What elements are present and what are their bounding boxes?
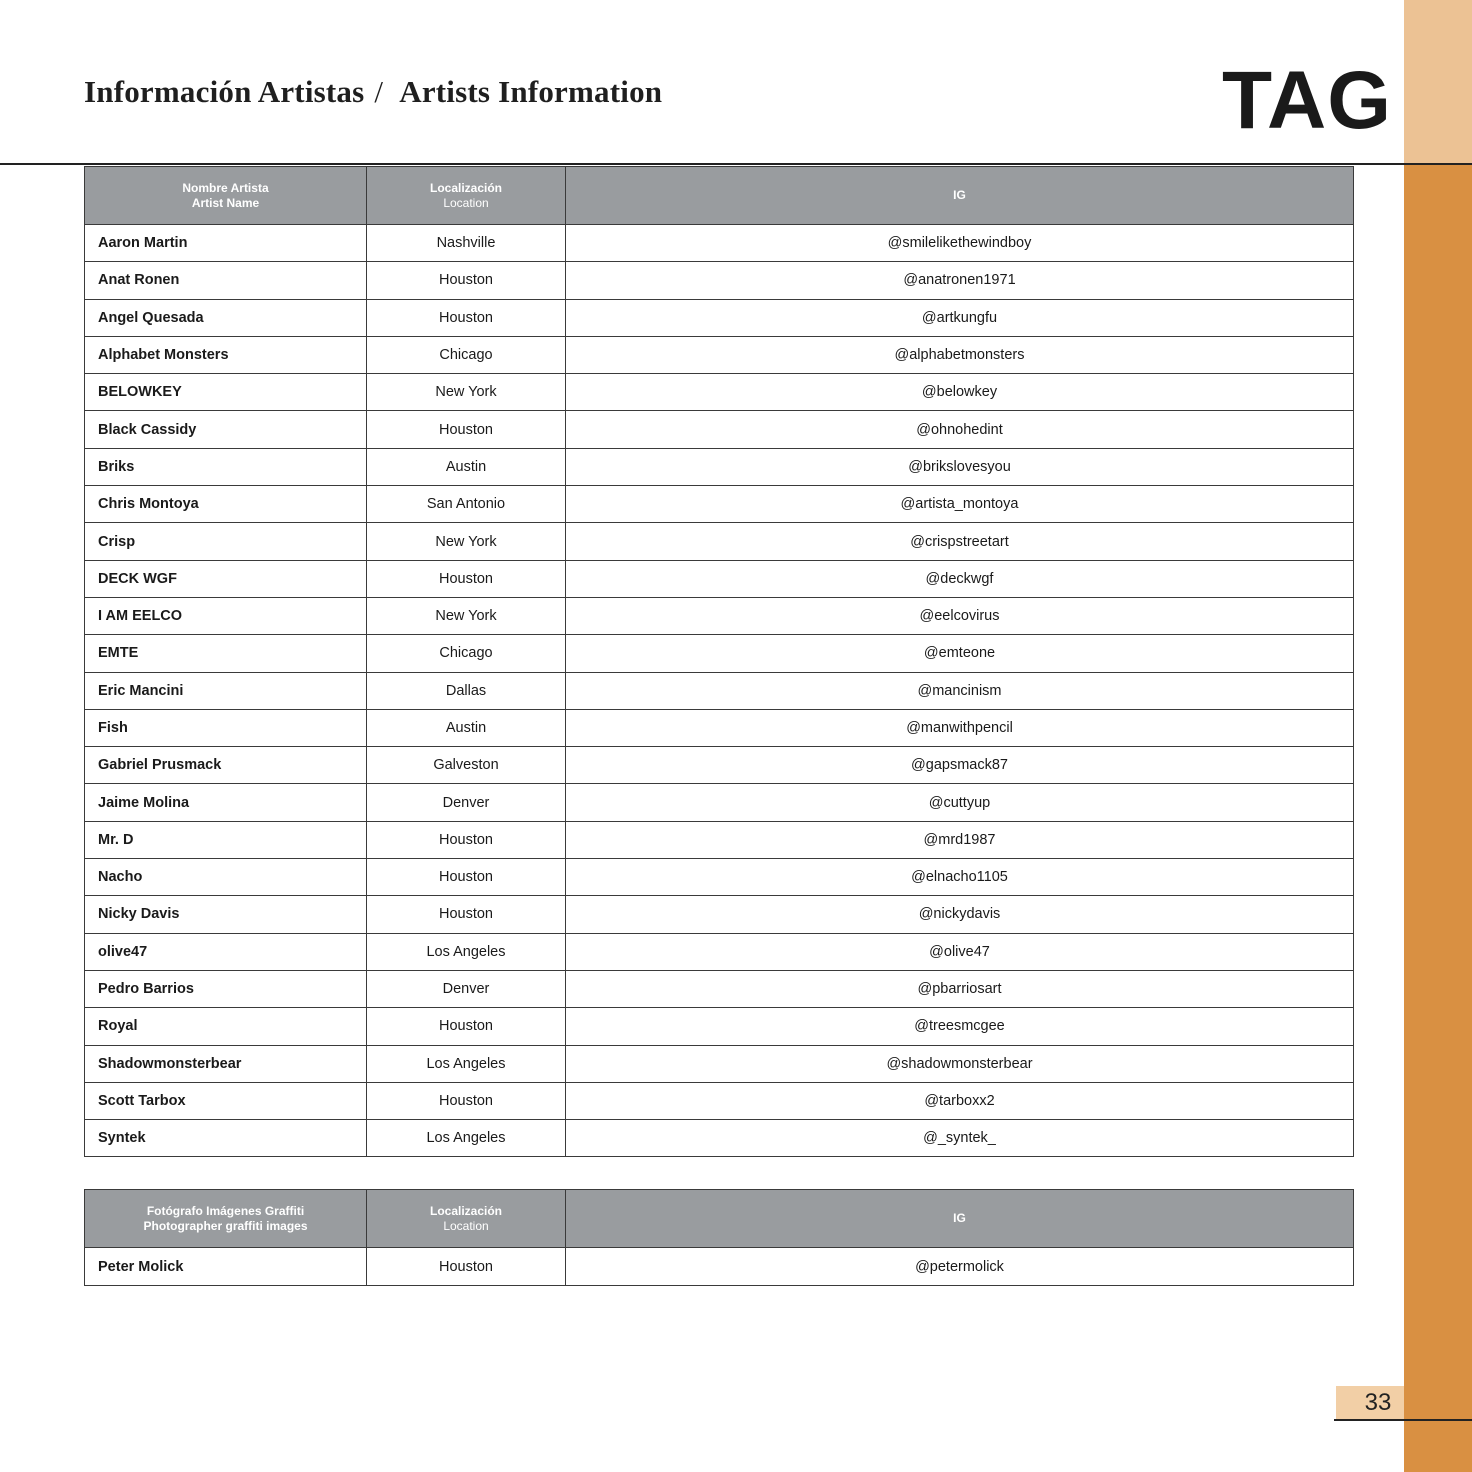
name-cell: Nacho bbox=[85, 859, 367, 896]
location-cell: San Antonio bbox=[367, 486, 566, 523]
table-row bbox=[85, 1120, 1354, 1157]
location-cell: Austin bbox=[367, 448, 566, 485]
location-cell: Houston bbox=[367, 1082, 566, 1119]
location-cell: Galveston bbox=[367, 747, 566, 784]
ig-handle-cell: @nickydavis bbox=[566, 896, 1354, 933]
table-row bbox=[85, 1045, 1354, 1082]
location-cell: Denver bbox=[367, 784, 566, 821]
ig-handle-cell: @artkungfu bbox=[566, 299, 1354, 336]
header-label: Photographer graffiti images bbox=[143, 1218, 308, 1233]
table-row bbox=[85, 859, 1354, 896]
ig-handle-cell: @brikslovesyou bbox=[566, 448, 1354, 485]
ig-handle-cell: @eelcovirus bbox=[566, 597, 1354, 634]
ig-handle-cell: @belowkey bbox=[566, 374, 1354, 411]
name-cell: Jaime Molina bbox=[85, 784, 367, 821]
table-row bbox=[85, 672, 1354, 709]
header-label: Fotógrafo Imágenes Graffiti bbox=[146, 1203, 305, 1218]
table-header-row bbox=[85, 167, 1354, 225]
name-cell: Gabriel Prusmack bbox=[85, 747, 367, 784]
table-row bbox=[85, 747, 1354, 784]
header-label: Nombre Artista bbox=[182, 180, 269, 195]
table-row bbox=[85, 896, 1354, 933]
ig-handle-cell: @_syntek_ bbox=[566, 1120, 1354, 1157]
table-row bbox=[85, 597, 1354, 634]
column-header-artist-name bbox=[85, 167, 367, 225]
name-cell: Scott Tarbox bbox=[85, 1082, 367, 1119]
ig-handle-cell: @mrd1987 bbox=[566, 821, 1354, 858]
page-title bbox=[84, 74, 662, 110]
column-header-photographer bbox=[85, 1190, 367, 1248]
table-row bbox=[85, 933, 1354, 970]
photographer-table bbox=[84, 1189, 1354, 1286]
table-row bbox=[85, 299, 1354, 336]
location-cell: Los Angeles bbox=[367, 933, 566, 970]
ig-handle-cell: @olive47 bbox=[566, 933, 1354, 970]
ig-handle-cell: @shadowmonsterbear bbox=[566, 1045, 1354, 1082]
location-cell: Nashville bbox=[367, 225, 566, 262]
location-cell: Houston bbox=[367, 299, 566, 336]
location-cell: Los Angeles bbox=[367, 1045, 566, 1082]
name-cell: Angel Quesada bbox=[85, 299, 367, 336]
ig-handle-cell: @gapsmack87 bbox=[566, 747, 1354, 784]
ig-handle-cell: @crispstreetart bbox=[566, 523, 1354, 560]
ig-handle-cell: @pbarriosart bbox=[566, 970, 1354, 1007]
name-cell: Briks bbox=[85, 448, 367, 485]
location-cell: Los Angeles bbox=[367, 1120, 566, 1157]
table-row bbox=[85, 411, 1354, 448]
brand-logo: TAG bbox=[1221, 55, 1392, 146]
artists-table bbox=[84, 166, 1354, 1157]
location-cell: Austin bbox=[367, 709, 566, 746]
name-cell: I AM EELCO bbox=[85, 597, 367, 634]
location-cell: Houston bbox=[367, 896, 566, 933]
location-cell: Houston bbox=[367, 411, 566, 448]
table-row bbox=[85, 225, 1354, 262]
page-number-rule bbox=[1334, 1419, 1472, 1421]
column-header-ig bbox=[566, 167, 1354, 225]
table-row bbox=[85, 709, 1354, 746]
location-cell: Chicago bbox=[367, 336, 566, 373]
header-sublabel: Location bbox=[443, 1218, 489, 1233]
name-cell: Mr. D bbox=[85, 821, 367, 858]
header-label: IG bbox=[953, 188, 966, 202]
table-row bbox=[85, 1008, 1354, 1045]
title-english: Artists Information bbox=[399, 74, 663, 109]
header-label: Localización bbox=[429, 180, 503, 195]
table-row bbox=[85, 635, 1354, 672]
location-cell: New York bbox=[367, 374, 566, 411]
table-row bbox=[85, 970, 1354, 1007]
photographer-table-body bbox=[85, 1248, 1354, 1286]
ig-handle-cell: @manwithpencil bbox=[566, 709, 1354, 746]
name-cell: Crisp bbox=[85, 523, 367, 560]
table-row bbox=[85, 262, 1354, 299]
title-spanish: Información Artistas bbox=[84, 74, 365, 109]
ig-handle-cell: @emteone bbox=[566, 635, 1354, 672]
name-cell: EMTE bbox=[85, 635, 367, 672]
artists-table-body bbox=[85, 225, 1354, 1157]
side-band-dark bbox=[1404, 164, 1472, 1472]
table-header-row bbox=[85, 1190, 1354, 1248]
name-cell: Royal bbox=[85, 1008, 367, 1045]
location-cell: Chicago bbox=[367, 635, 566, 672]
ig-handle-cell: @smilelikethewindboy bbox=[566, 225, 1354, 262]
column-header-location bbox=[367, 167, 566, 225]
ig-handle-cell: @anatronen1971 bbox=[566, 262, 1354, 299]
name-cell: Shadowmonsterbear bbox=[85, 1045, 367, 1082]
name-cell: Black Cassidy bbox=[85, 411, 367, 448]
ig-handle-cell: @tarboxx2 bbox=[566, 1082, 1354, 1119]
title-separator: / bbox=[374, 74, 384, 109]
location-cell: Dallas bbox=[367, 672, 566, 709]
side-band-light bbox=[1404, 0, 1472, 164]
name-cell: Aaron Martin bbox=[85, 225, 367, 262]
name-cell: Pedro Barrios bbox=[85, 970, 367, 1007]
ig-handle-cell: @deckwgf bbox=[566, 560, 1354, 597]
header-sublabel: Location bbox=[443, 195, 489, 210]
name-cell: Peter Molick bbox=[85, 1248, 367, 1286]
table-row bbox=[85, 784, 1354, 821]
ig-handle-cell: @mancinism bbox=[566, 672, 1354, 709]
header-divider bbox=[0, 163, 1472, 165]
header-label: Localización bbox=[429, 1203, 503, 1218]
table-row bbox=[85, 1082, 1354, 1119]
location-cell: Houston bbox=[367, 262, 566, 299]
name-cell: olive47 bbox=[85, 933, 367, 970]
table-row bbox=[85, 821, 1354, 858]
table-row bbox=[85, 448, 1354, 485]
column-header-location bbox=[367, 1190, 566, 1248]
name-cell: Anat Ronen bbox=[85, 262, 367, 299]
location-cell: Houston bbox=[367, 560, 566, 597]
table-row bbox=[85, 374, 1354, 411]
name-cell: Nicky Davis bbox=[85, 896, 367, 933]
header-label: Artist Name bbox=[191, 195, 260, 210]
header-label: IG bbox=[953, 1211, 966, 1225]
location-cell: New York bbox=[367, 523, 566, 560]
ig-handle-cell: @cuttyup bbox=[566, 784, 1354, 821]
location-cell: Houston bbox=[367, 859, 566, 896]
ig-handle-cell: @treesmcgee bbox=[566, 1008, 1354, 1045]
ig-handle-cell: @ohnohedint bbox=[566, 411, 1354, 448]
location-cell: Houston bbox=[367, 1248, 566, 1286]
name-cell: Fish bbox=[85, 709, 367, 746]
name-cell: Alphabet Monsters bbox=[85, 336, 367, 373]
table-row bbox=[85, 560, 1354, 597]
name-cell: Eric Mancini bbox=[85, 672, 367, 709]
ig-handle-cell: @petermolick bbox=[566, 1248, 1354, 1286]
name-cell: Syntek bbox=[85, 1120, 367, 1157]
table-row bbox=[85, 523, 1354, 560]
location-cell: New York bbox=[367, 597, 566, 634]
ig-handle-cell: @artista_montoya bbox=[566, 486, 1354, 523]
location-cell: Denver bbox=[367, 970, 566, 1007]
page-number: 33 bbox=[1364, 1389, 1392, 1416]
name-cell: Chris Montoya bbox=[85, 486, 367, 523]
column-header-ig bbox=[566, 1190, 1354, 1248]
name-cell: DECK WGF bbox=[85, 560, 367, 597]
name-cell: BELOWKEY bbox=[85, 374, 367, 411]
table-row bbox=[85, 336, 1354, 373]
ig-handle-cell: @elnacho1105 bbox=[566, 859, 1354, 896]
location-cell: Houston bbox=[367, 1008, 566, 1045]
table-row bbox=[85, 1248, 1354, 1286]
location-cell: Houston bbox=[367, 821, 566, 858]
table-row bbox=[85, 486, 1354, 523]
ig-handle-cell: @alphabetmonsters bbox=[566, 336, 1354, 373]
